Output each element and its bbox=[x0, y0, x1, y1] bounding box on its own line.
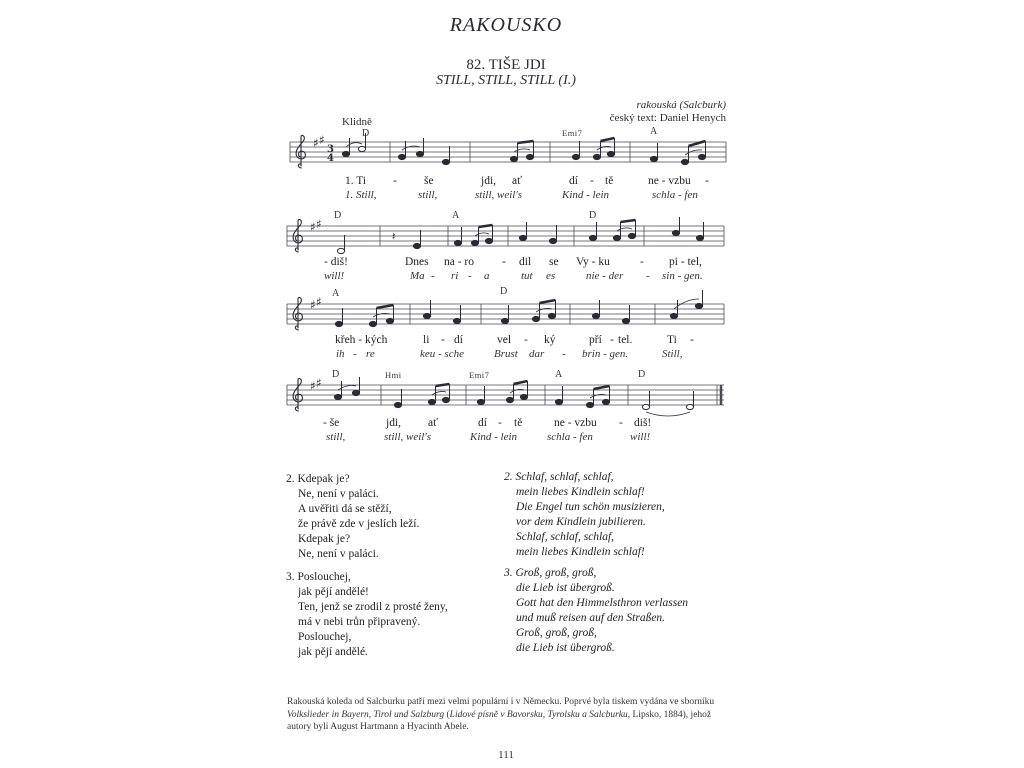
song-title: 82. TIŠE JDI bbox=[466, 57, 546, 73]
lyric-syllable: - še bbox=[323, 417, 340, 429]
lyric-syllable: dí bbox=[454, 334, 463, 346]
sharp-icon: ♯ bbox=[313, 136, 319, 150]
chord-symbol: Emi7 bbox=[562, 128, 583, 138]
footnote-book-title: Volkslieder in Bayern, Tirol und Salzburg bbox=[287, 709, 445, 720]
lyric-de: will! bbox=[324, 270, 345, 282]
lyric-syllable: Vy - ku bbox=[576, 256, 610, 268]
verse-line: jak pějí andělé! bbox=[298, 586, 369, 598]
lyric-syllable: - bbox=[393, 175, 397, 187]
song-subtitle: STILL, STILL, STILL (I.) bbox=[436, 73, 576, 88]
lyric-syllable: - bbox=[498, 417, 502, 429]
lyric-syllable: še bbox=[424, 175, 434, 187]
notes bbox=[335, 290, 702, 327]
lyric-syllable: - diš! bbox=[324, 256, 348, 268]
verse-line: Ne, není v paláci. bbox=[298, 548, 379, 560]
verse-line: und muß reisen auf den Straßen. bbox=[516, 612, 666, 624]
verse-line: Ne, není v paláci. bbox=[298, 488, 379, 500]
lyric-de: - bbox=[468, 270, 472, 282]
lyric-syllable: - bbox=[705, 175, 709, 187]
verse-line: mein liebes Kindlein schlaf! bbox=[516, 486, 645, 498]
lyric-de: Still, bbox=[662, 348, 683, 360]
time-signature: 4 bbox=[327, 153, 334, 164]
staff-system-1 bbox=[290, 133, 726, 168]
lyric-syllable: - bbox=[502, 256, 506, 268]
lyric-de: dar bbox=[529, 348, 545, 360]
lyric-de: schla - fen bbox=[547, 431, 593, 443]
lyric-de: schla - fen bbox=[652, 189, 698, 201]
verse-line: die Lieb ist übergroß. bbox=[516, 642, 615, 654]
lyric-syllable: dí bbox=[569, 175, 578, 187]
lyric-syllable: Dnes bbox=[405, 256, 429, 268]
lyric-de: Kind - lein bbox=[562, 189, 610, 201]
verse-line: má v nebi trůn připravený. bbox=[298, 616, 421, 628]
verse-line: Gott hat den Himmelsthron verlassen bbox=[516, 597, 689, 609]
verse-line: Kdepak je? bbox=[298, 533, 351, 545]
verse-cz-2 bbox=[286, 472, 419, 562]
verse-line: Die Engel tun schön musizieren, bbox=[516, 501, 665, 513]
lyric-syllable: diš! bbox=[634, 417, 652, 429]
lyric-syllable: - bbox=[690, 334, 694, 346]
chord-symbol: D bbox=[332, 369, 340, 380]
lyric-de: still, bbox=[418, 189, 438, 201]
lyric-de: ih bbox=[336, 348, 345, 360]
lyric-de: sin - gen. bbox=[662, 270, 703, 282]
lyric-syllable: se bbox=[549, 256, 559, 268]
czech-text-credit: český text: Daniel Henych bbox=[609, 112, 726, 124]
lyric-de: es bbox=[546, 270, 556, 282]
lyric-syllable: tě bbox=[514, 417, 523, 429]
lyric-de: Kind - lein bbox=[470, 431, 518, 443]
time-signature: 3 bbox=[327, 144, 334, 155]
lyric-de: re bbox=[366, 348, 375, 360]
verse-line: die Lieb ist übergroß. bbox=[516, 582, 615, 594]
sharp-icon: ♯ bbox=[310, 379, 316, 393]
lyric-syllable: li bbox=[423, 334, 430, 346]
chord-symbol: D bbox=[589, 210, 597, 221]
footnote-text: , Lipsko, 1884), jehož autory byli August Hartmann a Hyacinth Abele. bbox=[287, 709, 712, 732]
lyric-syllable: - bbox=[619, 417, 623, 429]
chord-symbol: A bbox=[555, 369, 563, 380]
lyric-de: will! bbox=[630, 431, 651, 443]
lyric-syllable: dí bbox=[478, 417, 487, 429]
country-title: RAKOUSKO bbox=[449, 14, 563, 36]
lyric-syllable: tě bbox=[605, 175, 614, 187]
verse-line: 3. Poslouchej, bbox=[286, 571, 351, 583]
lyric-syllable: Ti bbox=[667, 334, 677, 346]
lyric-de: tut bbox=[521, 270, 533, 282]
lyric-de: ri bbox=[451, 270, 459, 282]
sharp-icon: ♯ bbox=[316, 376, 322, 390]
chord-symbol: A bbox=[650, 126, 658, 137]
lyric-syllable: ne - vzbu bbox=[648, 175, 691, 187]
lyric-de: - bbox=[646, 270, 650, 282]
lyric-syllable: - bbox=[590, 175, 594, 187]
lyric-syllable: - bbox=[441, 334, 445, 346]
staff-system-2 bbox=[287, 217, 724, 254]
lyric-syllable: vel bbox=[497, 334, 512, 346]
sharp-icon: ♯ bbox=[316, 295, 322, 309]
sharp-icon: ♯ bbox=[316, 217, 322, 231]
verse-line: 2. Kdepak je? bbox=[286, 473, 350, 485]
lyric-de: - bbox=[353, 348, 357, 360]
lyric-de: still, weil's bbox=[475, 189, 522, 201]
chord-symbol: Emi7 bbox=[469, 370, 490, 380]
lyric-syllable: pi - tel, bbox=[669, 256, 702, 268]
verse-line: Schlaf, schlaf, schlaf, bbox=[516, 531, 615, 543]
verse-line: Ten, jenž se zrodil z prosté ženy, bbox=[298, 601, 448, 613]
verse-line: Poslouchej, bbox=[298, 631, 352, 643]
footnote-book-translation: Lidové písně v Bavorsku, Tyrolsku a Salcburku bbox=[449, 709, 628, 720]
chord-symbol: A bbox=[452, 210, 460, 221]
lyric-syllable: tel. bbox=[618, 334, 633, 346]
verse-cz-3 bbox=[286, 570, 448, 660]
lyric-de: nie - der bbox=[586, 270, 624, 282]
chord-symbol: D bbox=[362, 128, 370, 139]
lyric-syllable: křeh - kých bbox=[335, 334, 388, 346]
lyric-syllable: pří bbox=[589, 334, 602, 346]
chord-symbol: D bbox=[638, 369, 646, 380]
svg-text:𝄽: 𝄽 bbox=[392, 230, 396, 243]
footnote bbox=[287, 696, 727, 734]
footnote-text: ( bbox=[444, 709, 450, 720]
lyric-de: Ma bbox=[410, 270, 425, 282]
chord-symbol: Hmi bbox=[385, 370, 402, 380]
verse-line: že právě zde v jeslích leží. bbox=[298, 518, 420, 530]
lyric-syllable: ať bbox=[512, 175, 523, 187]
lyric-syllable: - bbox=[610, 334, 614, 346]
staff-system-4 bbox=[287, 376, 724, 416]
lyric-de: 1. Still, bbox=[345, 189, 377, 201]
song-origin: rakouská (Salcburk) bbox=[636, 99, 726, 111]
footnote-text: Rakouská koleda od Salcburku patří mezi velmi populární i v Německu. Poprvé byla tiskem vydána ve sborníku bbox=[287, 697, 715, 707]
chord-symbol: A bbox=[332, 288, 340, 299]
chord-symbol: D bbox=[334, 210, 342, 221]
lyric-syllable: ať bbox=[428, 417, 439, 429]
verse-line: A uvěřiti dá se stěží, bbox=[298, 503, 392, 515]
sharp-icon: ♯ bbox=[310, 220, 316, 234]
sharp-icon: ♯ bbox=[310, 298, 316, 312]
lyric-syllable: jdi, bbox=[386, 417, 402, 429]
lyric-syllable: 1. Ti bbox=[345, 175, 367, 187]
verse-line: vor dem Kindlein jubilieren. bbox=[516, 516, 646, 528]
lyric-de: still, bbox=[326, 431, 346, 443]
verse-de-2 bbox=[504, 470, 665, 560]
slurs bbox=[346, 143, 702, 155]
lyric-de: - bbox=[431, 270, 435, 282]
lyric-syllable: ne - vzbu bbox=[554, 417, 597, 429]
lyric-de: still, weil's bbox=[384, 431, 431, 443]
lyric-syllable: na - ro bbox=[444, 256, 475, 268]
lyric-syllable: - bbox=[524, 334, 528, 346]
lyric-de: a bbox=[484, 270, 490, 282]
slurs bbox=[475, 228, 632, 236]
tempo-marking: Klidně bbox=[342, 116, 372, 128]
lyric-de: brin - gen. bbox=[582, 348, 629, 360]
notes bbox=[337, 217, 703, 254]
page-number: 111 bbox=[498, 749, 514, 761]
lyric-de: - bbox=[562, 348, 566, 360]
lyric-de: Brust bbox=[494, 348, 518, 360]
lyric-syllable: jdi, bbox=[481, 175, 497, 187]
verse-de-3 bbox=[504, 566, 688, 656]
lyric-syllable: - bbox=[640, 256, 644, 268]
lyric-syllable: ký bbox=[544, 334, 556, 346]
verse-line: 2. Schlaf, schlaf, schlaf, bbox=[504, 471, 614, 483]
chord-symbol: D bbox=[500, 286, 508, 297]
verse-line: mein liebes Kindlein schlaf! bbox=[516, 546, 645, 558]
verse-line: jak pějí andělé. bbox=[298, 646, 368, 658]
lyric-syllable: dil bbox=[519, 256, 532, 268]
sharp-icon: ♯ bbox=[319, 133, 325, 147]
verse-line: 3. Groß, groß, groß, bbox=[504, 567, 597, 579]
verse-line: Groß, groß, groß, bbox=[516, 627, 597, 639]
lyric-de: keu - sche bbox=[420, 348, 464, 360]
